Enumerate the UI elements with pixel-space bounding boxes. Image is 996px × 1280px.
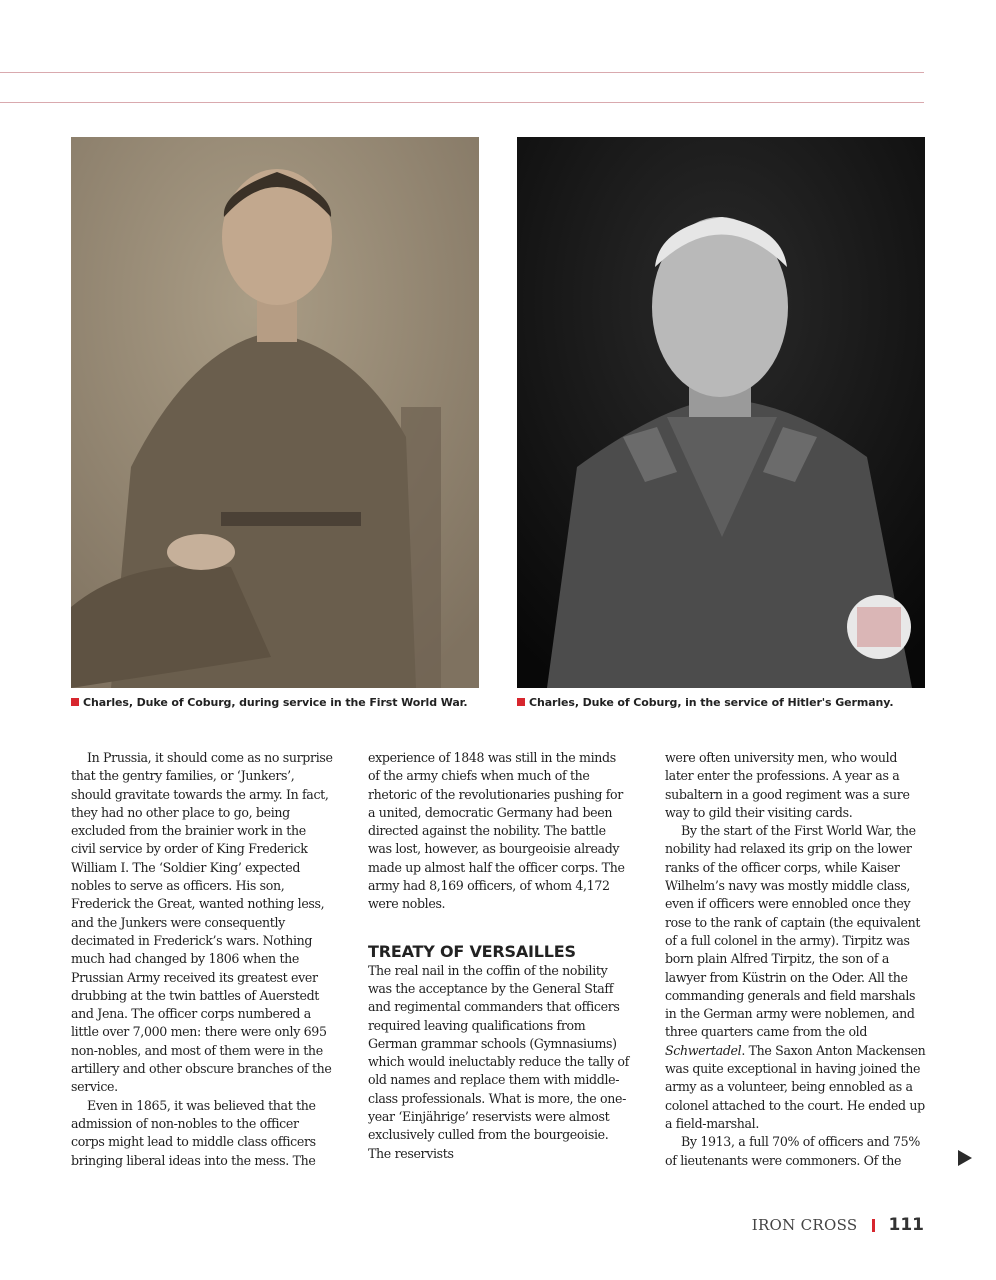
- paragraph: [665, 822, 927, 1133]
- paragraph: By 1913, a full 70% of officers and 75% of lieutenants were commoners. Of the: [665, 1134, 920, 1168]
- header-rule-top: [0, 72, 924, 73]
- paragraph: Even in 1865, it was believed that the admission of non-nobles to the officer corps might lead to middle class officers bringing liberal ideas into the mess. The: [71, 1097, 316, 1168]
- caption-photo-1: [71, 696, 468, 709]
- portrait-bw-image: [517, 137, 925, 688]
- page-number: 111: [888, 1215, 924, 1235]
- article-column-1: [71, 749, 333, 1170]
- caption-text: Charles, Duke of Coburg, in the service of Hitler's Germany.: [529, 696, 894, 709]
- footer-divider: [872, 1219, 875, 1232]
- photo-duke-ww1: [71, 137, 479, 688]
- section-spacer: [368, 914, 630, 942]
- paragraph-text-tail: . The Saxon Anton Mackensen was quite exceptional in having joined the army as a volunteer, being ennobled as a colonel attached to the court. He ended up a field-marshal.: [665, 1042, 926, 1131]
- article-column-2: [368, 749, 630, 1163]
- article-column-3: [665, 749, 927, 1170]
- portrait-sepia-image: [71, 137, 479, 688]
- photo-duke-nazi-era: [517, 137, 925, 688]
- caption-photo-2: [517, 696, 893, 709]
- caption-marker: [517, 698, 525, 706]
- header-rule-bottom: [0, 102, 924, 103]
- caption-marker: [71, 698, 79, 706]
- magazine-title: IRON CROSS: [751, 1216, 858, 1234]
- paragraph-text: By the start of the First World War, the nobility had relaxed its grip on the lower ranks of the officer corps, while Kaiser Wilhelm’s navy was mostly middle class, even if officers were ennobled once they rose to the rank of captain (the equivalent of a full colonel in the army). Tirpitz was born plain Alfred Tirpitz, the son of a lawyer from Küstrin on the Oder. All the commanding generals and field marshals in the German army were noblemen, and three quarters came from the old: [665, 823, 921, 1040]
- paragraph: were often university men, who would later enter the professions. A year as a subaltern in a good regiment was a sure way to gild their visiting cards.: [665, 750, 910, 820]
- paragraph: experience of 1848 was still in the minds of the army chiefs when much of the rhetoric of the revolutionaries pushing for a united, democratic Germany had been directed against the nobility. The battle was lost, however, as bourgeoisie already made up almost half the officer corps. The army had 8,169 officers, of whom 4,172 were nobles.: [368, 750, 625, 912]
- page-footer: [752, 1215, 924, 1235]
- italic-term: Schwertadel: [665, 1042, 742, 1058]
- section-heading: TREATY OF VERSAILLES: [368, 941, 576, 961]
- paragraph: The real nail in the coffin of the nobility was the acceptance by the General Staff and regimental commanders that officers required leaving qualifications from German grammar schools (Gymnasiums) which would ineluctably reduce the tally of old names and replace them with middle-class professionals. What is more, the one-year ‘Einjährige’ reservists were almost exclusively culled from the bourgeoisie. The reservists: [368, 962, 629, 1161]
- caption-text: Charles, Duke of Coburg, during service in the First World War.: [83, 696, 468, 709]
- continue-arrow-icon: [958, 1150, 972, 1166]
- paragraph: In Prussia, it should come as no surprise that the gentry families, or ‘Junkers’, should gravitate towards the army. In fact, they had no other place to go, being excluded from the brainier work in the civil service by order of King Frederick William I. The ‘Soldier King’ expected nobles to serve as officers. His son, Frederick the Great, wanted nothing less, and the Junkers were consequently decimated in Frederick’s wars. Nothing much had changed by 1806 when the Prussian Army received its greatest ever drubbing at the twin battles of Auerstedt and Jena. The officer corps numbered a little over 7,000 men: there were only 695 non-nobles, and most of them were in the artillery and other obscure branches of the service.: [71, 750, 333, 1095]
